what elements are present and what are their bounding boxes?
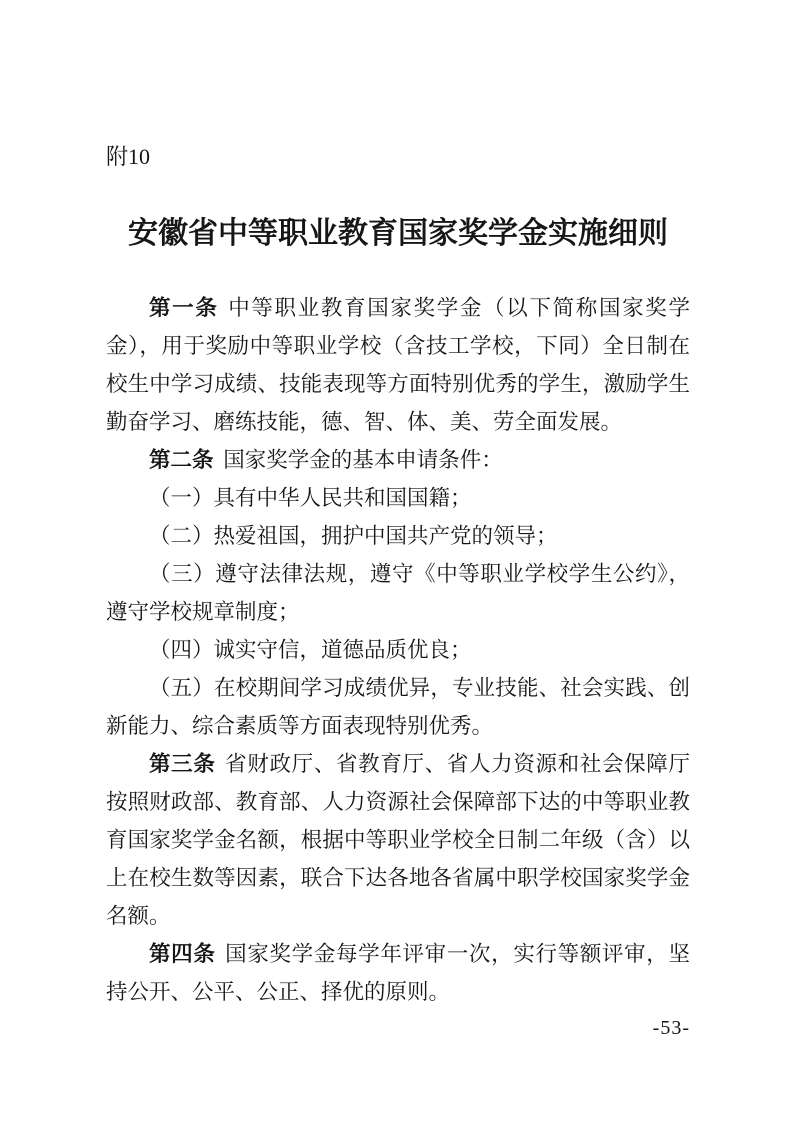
article-4-label: 第四条 [149, 942, 216, 966]
paragraph-item-3 [106, 555, 690, 631]
paragraph-item-2 [106, 517, 690, 555]
paragraph-item-4 [106, 631, 690, 669]
paragraph-item-1 [106, 479, 690, 517]
article-2-label: 第二条 [149, 448, 214, 472]
paragraph-article-4 [106, 935, 690, 1011]
paragraph-article-3 [106, 745, 690, 935]
attachment-label: 附10 [106, 144, 151, 169]
article-2-text: 国家奖学金的基本申请条件： [223, 448, 503, 472]
item-5-text: （五）在校期间学习成绩优异，专业技能、社会实践、创新能力、综合素质等方面表现特别优秀。 [106, 676, 690, 738]
page-number: -53- [652, 1017, 690, 1039]
article-4-text: 国家奖学金每学年评审一次，实行等额评审，坚持公开、公平、公正、择优的原则。 [106, 942, 690, 1004]
document-body [106, 289, 690, 1011]
item-3-text: （三）遵守法律法规，遵守《中等职业学校学生公约》，遵守学校规章制度； [106, 562, 690, 624]
article-1-label: 第一条 [149, 296, 219, 320]
item-4-text: （四）诚实守信，道德品质优良； [149, 638, 472, 662]
item-2-text: （二）热爱祖国，拥护中国共产党的领导； [149, 524, 558, 548]
paragraph-item-5 [106, 669, 690, 745]
paragraph-article-1 [106, 289, 690, 441]
article-3-text: 省财政厅、省教育厅、省人力资源和社会保障厅按照财政部、教育部、人力资源社会保障部下达的中等职业教育国家奖学金名额，根据中等职业学校全日制二年级（含）以上在校生数等因素，联合下达各地各省属中职学校国家奖学金名额。 [106, 752, 690, 928]
document-title: 安徽省中等职业教育国家奖学金实施细则 [128, 217, 668, 250]
article-3-label: 第三条 [149, 752, 216, 776]
article-1-text: 中等职业教育国家奖学金（以下简称国家奖学金），用于奖励中等职业学校（含技工学校，下同）全日制在校生中学习成绩、技能表现等方面特别优秀的学生，激励学生勤奋学习、磨练技能，德、智、体、美、劳全面发展。 [106, 296, 690, 434]
item-1-text: （一）具有中华人民共和国国籍； [149, 486, 472, 510]
paragraph-article-2 [106, 441, 690, 479]
